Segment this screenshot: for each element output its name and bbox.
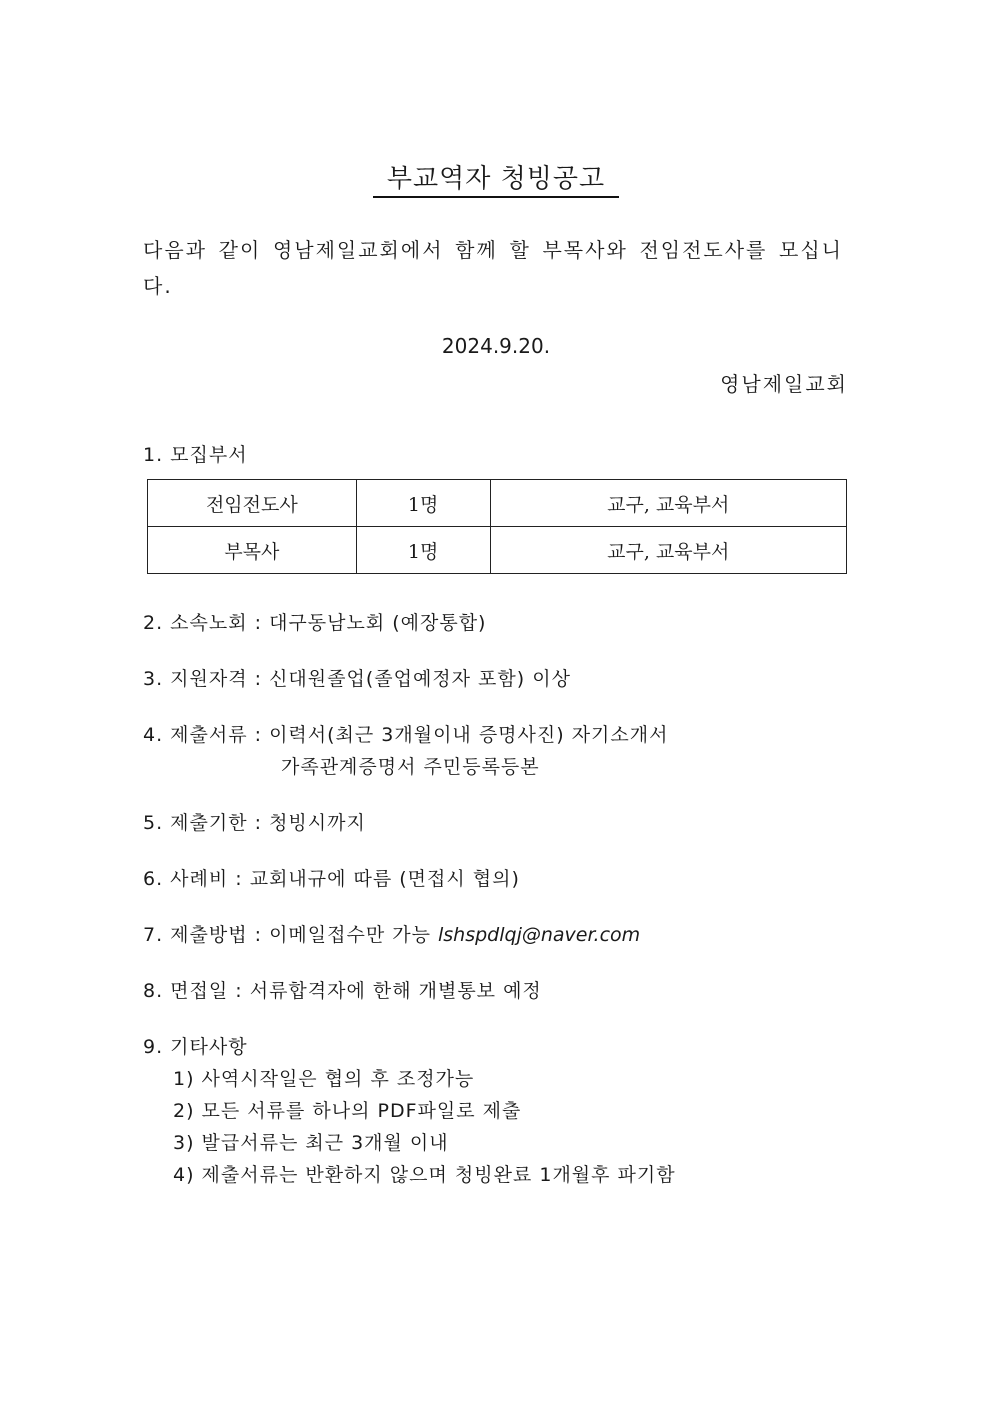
etc-list-item: 3) 발급서류는 최근 3개월 이내 — [173, 1132, 449, 1154]
qualification-item: 3. 지원자격 : 신대원졸업(졸업예정자 포함) 이상 — [143, 668, 571, 690]
positions-table — [147, 479, 847, 574]
etc-list-item: 2) 모든 서류를 하나의 PDF파일로 제출 — [173, 1100, 522, 1122]
documents-item: 4. 제출서류 : 이력서(최근 3개월이내 증명사진) 자기소개서 — [143, 724, 669, 746]
church-name: 영남제일교회 — [720, 372, 848, 396]
page-title-text: 부교역자 청빙공고 — [373, 164, 619, 198]
documents-item-continued: 가족관계증명서 주민등록등본 — [281, 756, 540, 778]
etc-list-item: 4) 제출서류는 반환하지 않으며 청빙완료 1개월후 파기함 — [173, 1164, 676, 1186]
deadline-item: 5. 제출기한 : 청빙시까지 — [143, 812, 366, 834]
etc-list-item: 1) 사역시작일은 협의 후 조정가능 — [173, 1068, 475, 1090]
submission-method-text: 7. 제출방법 : 이메일접수만 가능 — [143, 924, 438, 946]
intro-paragraph: 다음과 같이 영남제일교회에서 함께 할 부목사와 전임전도사를 모십니다. — [143, 238, 843, 298]
position-cell: 부목사 — [148, 527, 357, 574]
count-cell: 1명 — [356, 480, 490, 527]
count-cell: 1명 — [356, 527, 490, 574]
table-row — [148, 480, 847, 527]
table-row — [148, 527, 847, 574]
salary-item: 6. 사례비 : 교회내규에 따름 (면접시 협의) — [143, 868, 520, 890]
etc-heading: 9. 기타사항 — [143, 1036, 248, 1058]
interview-item: 8. 면접일 : 서류합격자에 한해 개별통보 예정 — [143, 980, 542, 1002]
department-cell: 교구, 교육부서 — [490, 480, 847, 527]
position-cell: 전임전도사 — [148, 480, 357, 527]
submission-method-item — [143, 920, 640, 947]
contact-email[interactable]: lshspdlqj@naver.com — [437, 924, 641, 946]
department-cell: 교구, 교육부서 — [490, 527, 847, 574]
notice-date: 2024.9.20. — [441, 334, 551, 358]
section-recruitment-heading: 1. 모집부서 — [143, 444, 248, 466]
page-title — [0, 158, 992, 195]
presbytery-item: 2. 소속노회 : 대구동남노회 (예장통합) — [143, 612, 487, 634]
